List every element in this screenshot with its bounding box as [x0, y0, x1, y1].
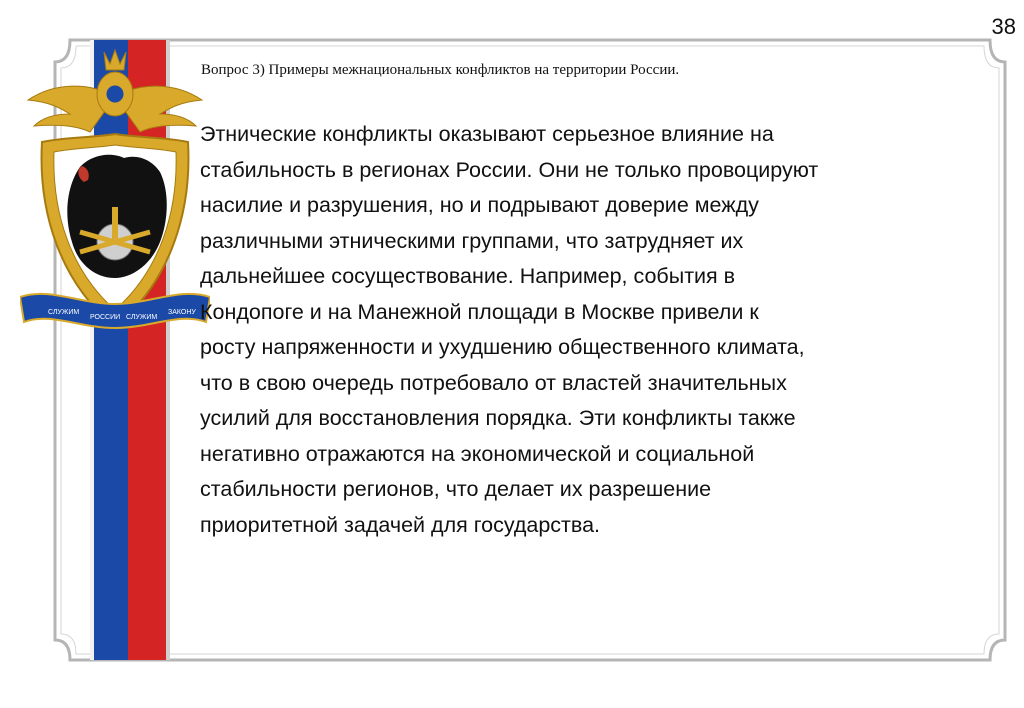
body-line: насилие и разрушения, но и подрывают доверие между: [200, 193, 759, 217]
body-line: Кондопоге и на Манежной площади в Москве привели к: [200, 299, 759, 324]
body-text: [200, 117, 970, 543]
body-line: стабильности регионов, что делает их разрешение: [200, 477, 712, 501]
body-line: негативно отражаются на экономической и социальной: [200, 441, 755, 466]
ribbon-text-2: РОССИИ: [90, 314, 121, 321]
body-line: различными этническими группами, что затрудняет их: [200, 228, 744, 253]
body-line: росту напряженности и ухудшению общественного климата,: [200, 335, 805, 359]
slide-number: 38: [991, 14, 1016, 39]
body-line: усилий для восстановления порядка. Эти конфликты также: [200, 406, 796, 430]
body-line: что в свою очередь потребовало от властей значительных: [200, 370, 787, 395]
body-line: приоритетной задачей для государства.: [200, 512, 601, 537]
body-line: Этнические конфликты оказывают серьезное влияние на: [200, 122, 774, 146]
ribbon-text-3: СЛУЖИМ: [126, 314, 158, 321]
ribbon-text-1: СЛУЖИМ: [48, 309, 80, 316]
body-line: дальнейшее сосуществование. Например, события в: [200, 264, 736, 288]
ribbon-text-4: ЗАКОНУ: [168, 309, 196, 316]
question-title: Вопрос 3) Примеры межнациональных конфликтов на территории России.: [201, 62, 680, 78]
police-emblem-icon: [20, 42, 210, 342]
body-line: стабильность в регионах России. Они не только провоцируют: [200, 157, 819, 182]
